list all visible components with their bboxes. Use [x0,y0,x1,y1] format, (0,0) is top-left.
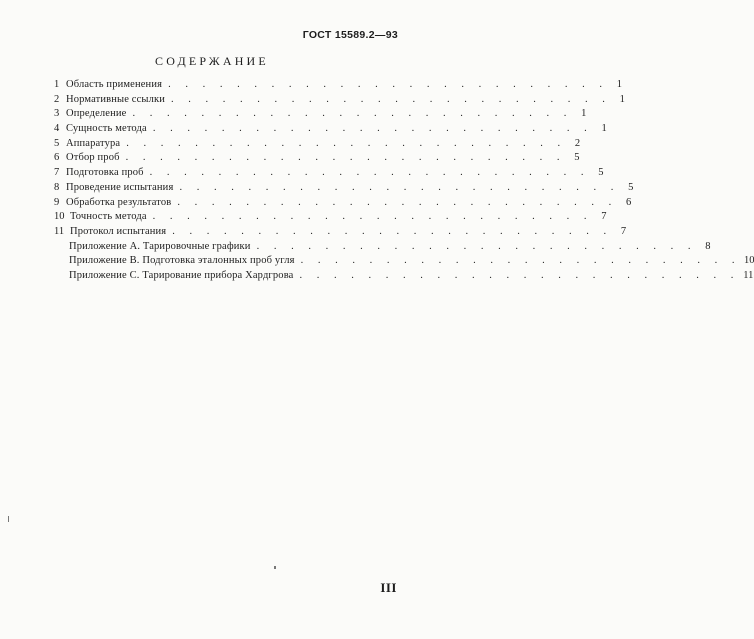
toc-entry-number: 9 [54,196,60,208]
toc-entry-page: 10 [743,255,754,267]
toc-entry-number: 2 [54,93,60,105]
toc-leader-dots: . . . . . . . . . . . . . . . . . . . . . . . . . . [149,167,590,179]
toc-entry-number: 7 [54,167,60,179]
toc-entry-results-processing[interactable] [54,196,632,212]
toc-entry-page: 2 [574,137,581,149]
toc-entry-number: 1 [54,79,60,90]
toc-entry-title: Приложение А. Тарировочные графики [69,240,251,252]
toc-entry-title: Протокол испытания [70,225,167,237]
table-of-contents [54,79,754,285]
toc-entry-title: Определение [66,108,127,120]
toc-entry-normative-references[interactable] [54,93,625,109]
toc-entry-number: 3 [54,108,60,120]
toc-entry-page: 5 [598,167,604,179]
toc-leader-dots: . . . . . . . . . . . . . . . . . . . . . . . . . . [125,152,566,164]
toc-entry-sample-preparation[interactable] [54,167,604,182]
toc-entry-title: Приложение С. Тарирование прибора Хардгрова [69,269,294,281]
toc-entry-page: 7 [620,225,627,237]
toc-entry-appendix-a[interactable] [54,240,711,256]
toc-entry-page: 5 [628,181,634,193]
toc-entry-page: 1 [601,123,607,135]
toc-entry-page: 1 [616,79,622,90]
toc-entry-title: Нормативные ссылки [66,93,166,105]
toc-entry-sampling[interactable] [54,152,580,167]
toc-entry-title: Отбор проб [66,152,120,164]
toc-leader-dots: . . . . . . . . . . . . . . . . . . . . . . . . . . [177,196,618,208]
toc-entry-number: 11 [54,225,65,237]
toc-leader-dots: . . . . . . . . . . . . . . . . . . . . . . . . . . [171,93,611,105]
toc-leader-dots: . . . . . . . . . . . . . . . . . . . . . . . . . . [152,123,593,135]
toc-entry-title: Подготовка проб [66,167,144,179]
toc-entry-scope[interactable] [54,79,622,94]
toc-leader-dots: . . . . . . . . . . . . . . . . . . . . . . . . . . [126,137,567,149]
toc-leader-dots: . . . . . . . . . . . . . . . . . . . . . . . . . . [152,211,593,223]
toc-entry-page: 7 [601,211,607,223]
toc-entry-page: 6 [626,196,632,208]
toc-entry-title: Приложение В. Подготовка эталонных проб угля [69,255,295,267]
toc-entry-title: Обработка результатов [66,196,172,208]
toc-entry-title: Аппаратура [66,137,121,149]
toc-leader-dots: . . . . . . . . . . . . . . . . . . . . . . . . . . [172,225,613,237]
toc-entry-test-report[interactable] [54,225,627,241]
scan-speck [8,516,9,522]
toc-entry-title: Проведение испытания [66,181,174,193]
toc-leader-dots: . . . . . . . . . . . . . . . . . . . . . . . . . . [132,108,573,120]
toc-entry-appendix-c[interactable] [54,269,754,285]
toc-entry-number: 6 [54,152,60,164]
toc-leader-dots: . . . . . . . . . . . . . . . . . . . . . . . . . . [300,255,741,267]
toc-entry-testing[interactable] [54,181,634,197]
toc-entry-title: Область применения [66,79,163,90]
toc-leader-dots: . . . . . . . . . . . . . . . . . . . . . . . . . . [179,181,620,193]
page-number: III [380,580,397,595]
toc-leader-dots: . . . . . . . . . . . . . . . . . . . . . . . . . . [168,79,608,90]
toc-entry-number: 4 [54,123,60,135]
scan-speck [274,566,276,569]
toc-entry-page: 1 [581,108,587,120]
toc-entry-method-precision[interactable] [54,211,607,226]
toc-entry-apparatus[interactable] [54,137,581,153]
toc-entry-appendix-b[interactable] [54,255,754,270]
toc-entry-number: 8 [54,181,60,193]
toc-entry-title: Точность метода [70,211,147,223]
toc-title: СОДЕРЖАНИЕ [155,54,269,68]
toc-entry-title: Сущность метода [66,123,147,135]
toc-entry-page: 5 [574,152,580,164]
toc-leader-dots: . . . . . . . . . . . . . . . . . . . . . . . . . . [299,269,740,281]
standard-code: ГОСТ 15589.2—93 [302,29,398,41]
toc-entry-page: 11 [743,269,754,281]
toc-entry-page: 8 [705,240,711,252]
toc-entry-number: 10 [54,211,65,223]
toc-entry-method-essence[interactable] [54,123,607,138]
toc-entry-page: 1 [619,93,625,105]
toc-entry-definition[interactable] [54,108,587,123]
toc-leader-dots: . . . . . . . . . . . . . . . . . . . . . . . . . . [256,240,697,252]
toc-entry-number: 5 [54,137,60,149]
